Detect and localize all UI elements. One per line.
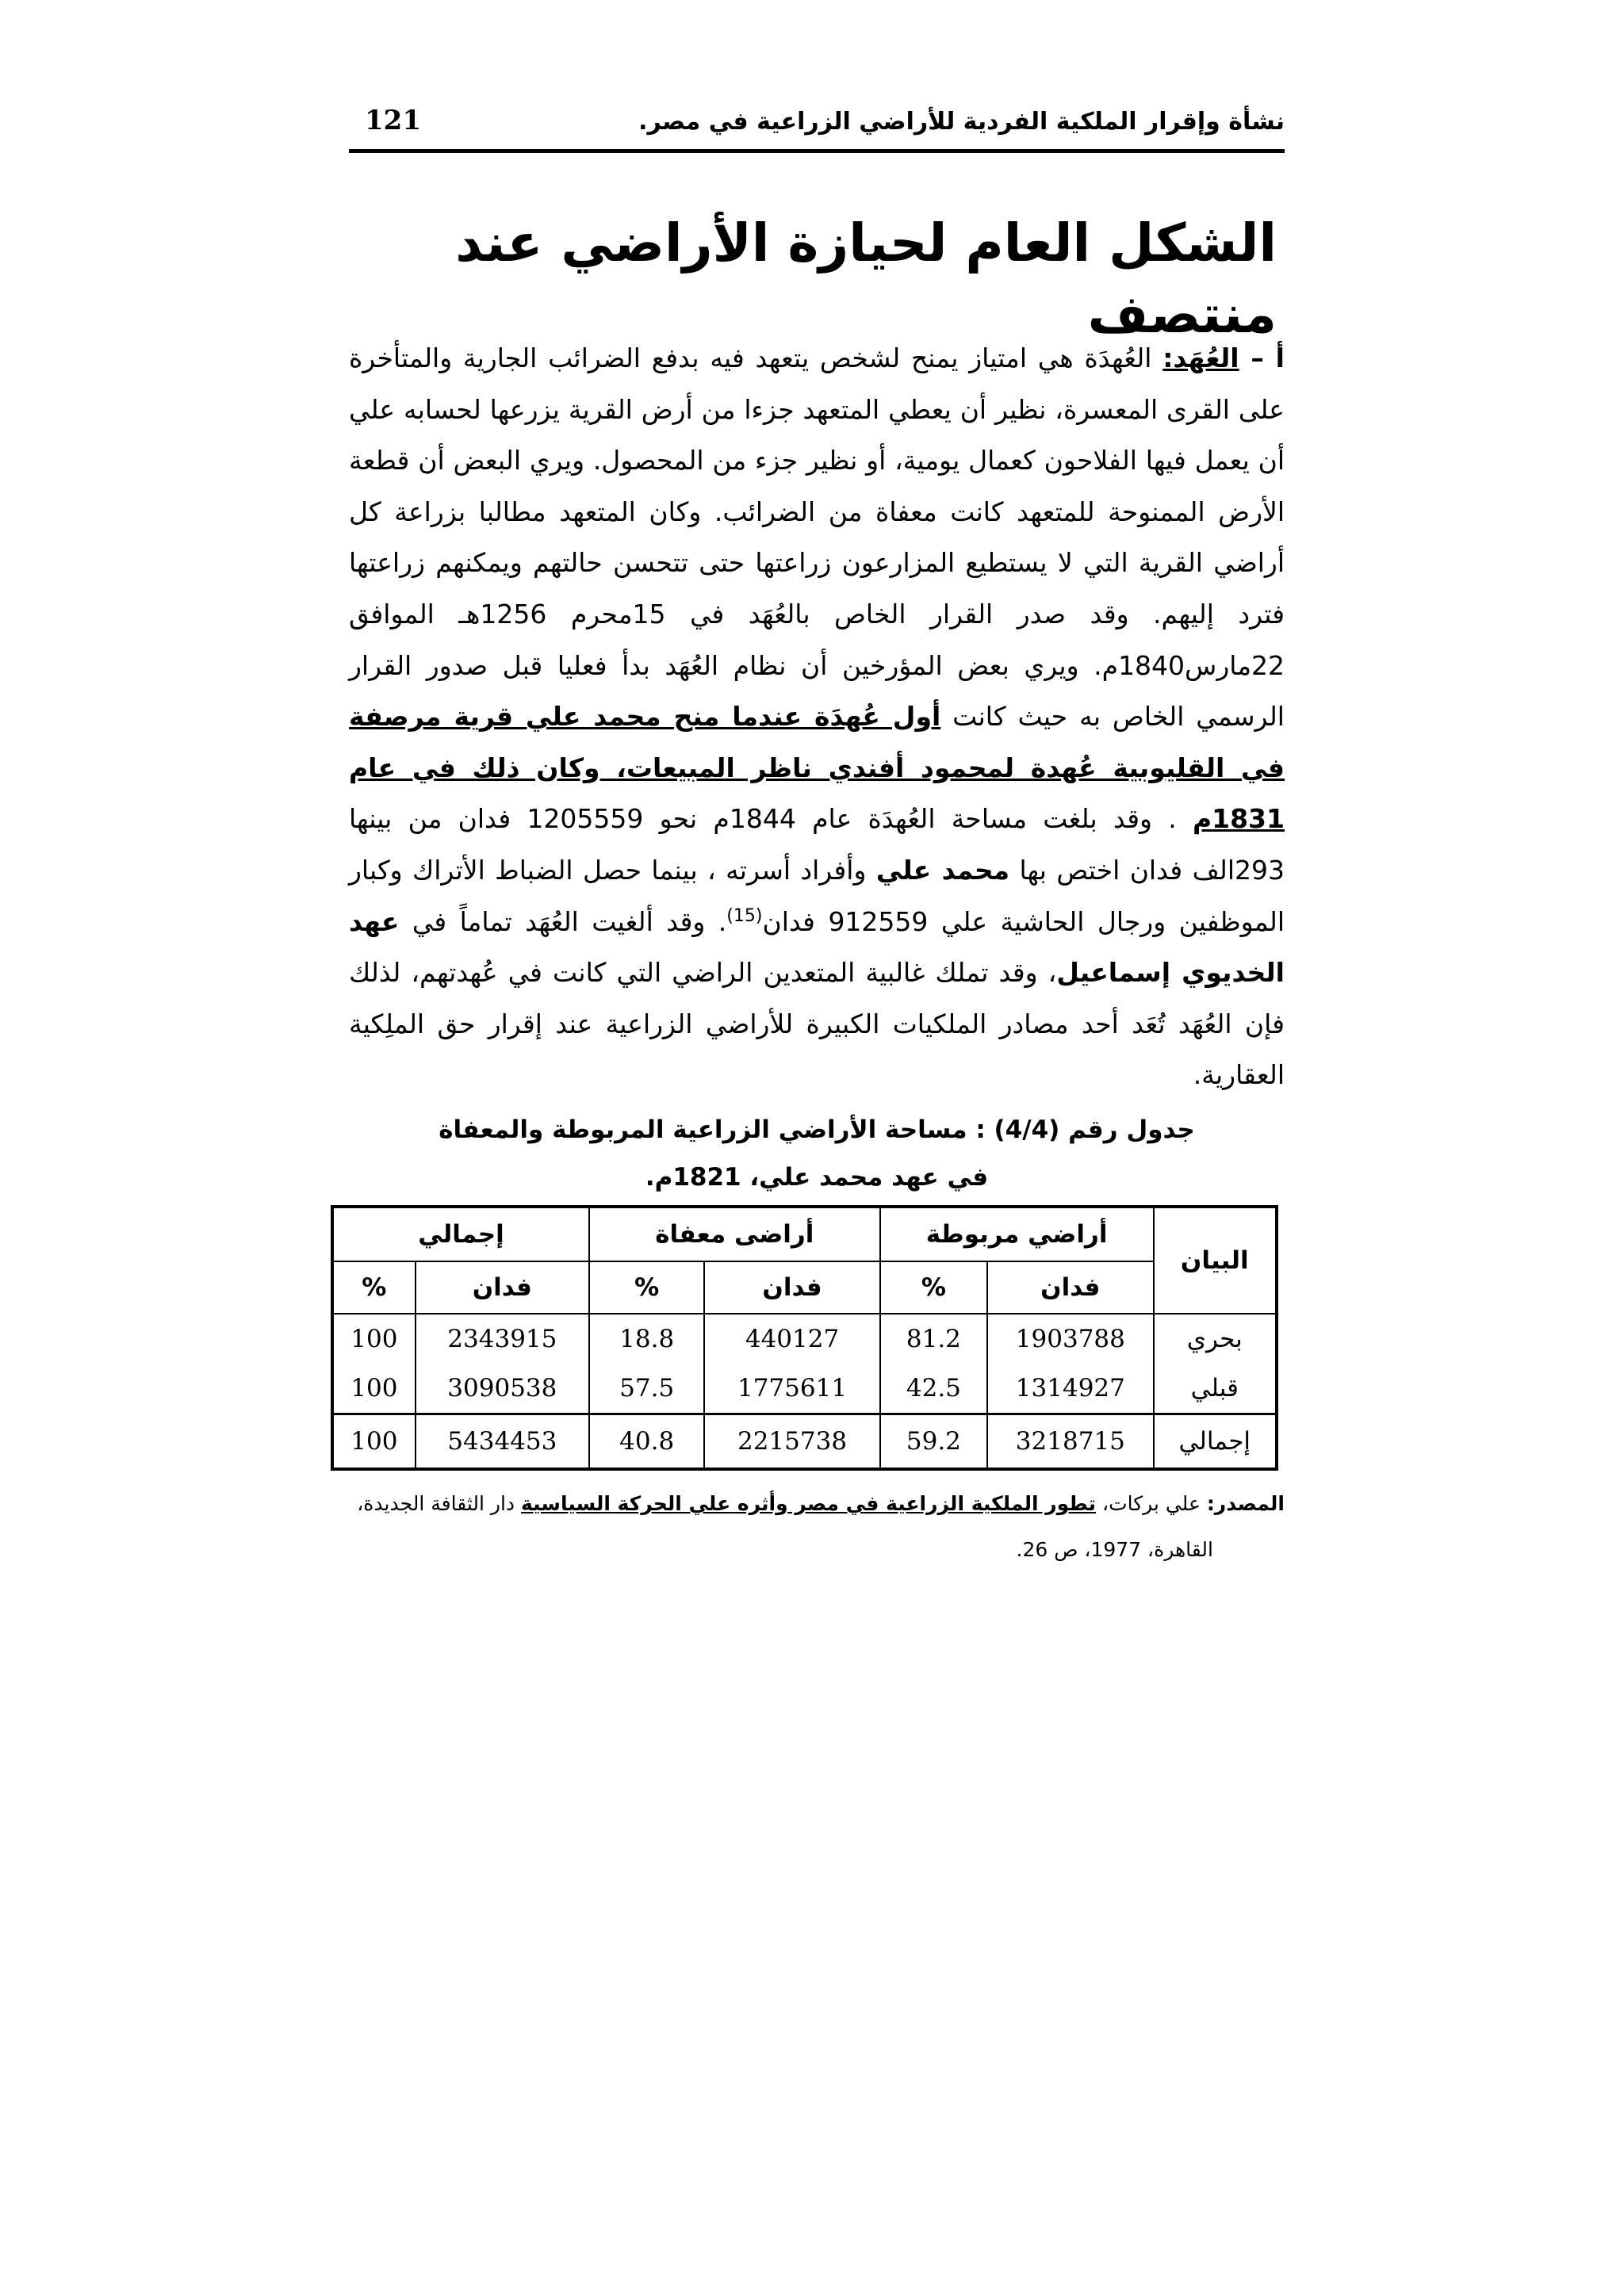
- total-feddan: 2343915: [416, 1314, 589, 1364]
- row-label: إجمالي: [1154, 1414, 1277, 1470]
- table-subheader-row: [332, 1261, 1277, 1314]
- table-row: [332, 1314, 1277, 1364]
- row-label: بحري: [1154, 1314, 1277, 1364]
- subheader-unit: فدان: [704, 1261, 879, 1314]
- tied-percent: 42.5: [880, 1364, 987, 1414]
- section-title: الشكل العام لحيازة الأراضي عند منتصف: [455, 212, 1277, 345]
- bold-name-1: محمد علي: [875, 854, 1010, 886]
- running-title: نشأة وإقرار الملكية الفردية للأراضي الزراعية في مصر.: [638, 108, 1285, 136]
- tied-percent: 59.2: [880, 1414, 987, 1470]
- total-percent: 100: [332, 1414, 416, 1470]
- running-header: [349, 101, 1285, 153]
- exempt-percent: 18.8: [589, 1314, 704, 1364]
- subheader-pct: %: [332, 1261, 416, 1314]
- total-percent: 100: [332, 1314, 416, 1364]
- source-author: علي بركات،: [1096, 1492, 1207, 1515]
- source-publisher: دار الثقافة الجديدة،: [357, 1492, 521, 1515]
- body-text-1: العُهدَة هي امتياز يمنح لشخص يتعهد فيه بدفع الضرائب الجارية والمتأخرة على القرى المعسرة، نظير أن يعطي المتعهد جزءا من أرض القرية يزرعها لحسابه علي أن يعمل فيها الفلاحون كعمال يومية، أو نظير جزء من المحصول. ويري البعض أن قطعة الأرض الممنوحة للمتعهد كانت معفاة من الضرائب. وكان المتعهد مطالبا بزراعة كل أراضي القرية التي لا يستطيع المزارعون زراعتها حتى تتحسن حالتهم ويمكنهم زراعتها فترد إليهم. وقد صدر القرار الخاص بالعُهَد في 15محرم 1256هـ الموافق 22مارس1840م. ويري بعض المؤرخين أن نظام العُهَد بدأ فعليا قبل صدور القرار الرسمي الخاص به حيث كانت: [349, 342, 1285, 733]
- body-text-5: ، وقد تملك غالبية المتعدين الراضي التي كانت في عُهدتهم، لذلك فإن العُهَد تُعَد أحد مصادر الملكيات الكبيرة للأراضي الزراعية عند إقرار حق الملِكية العقارية.: [349, 957, 1285, 1091]
- subheader-pct: %: [880, 1261, 987, 1314]
- caption-line-2: في عهد محمد علي، 1821م.: [645, 1163, 989, 1192]
- header-tied: أراضي مربوطة: [880, 1207, 1154, 1261]
- header-item: البيان: [1154, 1207, 1277, 1314]
- tied-feddan: 1314927: [987, 1364, 1153, 1414]
- table-caption: [349, 1106, 1285, 1201]
- exempt-feddan: 1775611: [704, 1364, 879, 1414]
- exempt-percent: 57.5: [589, 1364, 704, 1414]
- underlined-statement: أول عُهدَة عندما منح محمد علي قرية مرصفة في القليوبية عُهدة لمحمود أفندي ناظر المبيعات، وكان ذلك في عام 1831م: [349, 701, 1285, 835]
- body-text-2: . وقد بلغت مساحة العُهدَة عام 1844م نحو 1205559 فدان من بينها 293الف فدان اختص بها: [349, 803, 1285, 886]
- subheader-unit: فدان: [987, 1261, 1153, 1314]
- table-source: [349, 1481, 1285, 1573]
- term-heading: العُهَد:: [1162, 342, 1239, 373]
- footnote-ref: (15): [726, 905, 763, 926]
- document-page: [349, 0, 1285, 2296]
- total-feddan: 3090538: [416, 1364, 589, 1414]
- subheader-unit: فدان: [416, 1261, 589, 1314]
- intro-letter: أ –: [1239, 342, 1285, 373]
- body-paragraph: [349, 333, 1285, 1101]
- source-label: المصدر:: [1206, 1492, 1285, 1515]
- table-header-row: [332, 1207, 1277, 1261]
- tied-percent: 81.2: [880, 1314, 987, 1364]
- header-total: إجمالي: [332, 1207, 589, 1261]
- body-text-3: وأفراد أسرته ، بينما حصل الضباط الأتراك وكبار الموظفين ورجال الحاشية علي 912559 فدان: [349, 854, 1285, 937]
- source-line-2: القاهرة، 1977، ص 26.: [1016, 1538, 1213, 1561]
- total-percent: 100: [332, 1364, 416, 1414]
- body-text-4: . وقد ألغيت العُهَد تماماً في: [399, 905, 727, 937]
- table-total-row: [332, 1414, 1277, 1470]
- table-row: [332, 1364, 1277, 1414]
- tied-feddan: 3218715: [987, 1414, 1153, 1470]
- exempt-feddan: 440127: [704, 1314, 879, 1364]
- header-exempt: أراضى معفاة: [589, 1207, 880, 1261]
- total-feddan: 5434453: [416, 1414, 589, 1470]
- page-number: 121: [365, 105, 421, 136]
- caption-line-1: جدول رقم (4/4) : مساحة الأراضي الزراعية المربوطة والمعفاة: [439, 1115, 1195, 1144]
- source-book-title: تطور الملكية الزراعية في مصر وأثره علي الحركة السياسية: [521, 1492, 1097, 1515]
- land-area-table: [331, 1205, 1278, 1471]
- bold-name-2: عهد الخديوي إسماعيل: [349, 905, 1285, 989]
- tied-feddan: 1903788: [987, 1314, 1153, 1364]
- source-line-1: [349, 1481, 1285, 1527]
- exempt-percent: 40.8: [589, 1414, 704, 1470]
- row-label: قبلي: [1154, 1364, 1277, 1414]
- subheader-pct: %: [589, 1261, 704, 1314]
- exempt-feddan: 2215738: [704, 1414, 879, 1470]
